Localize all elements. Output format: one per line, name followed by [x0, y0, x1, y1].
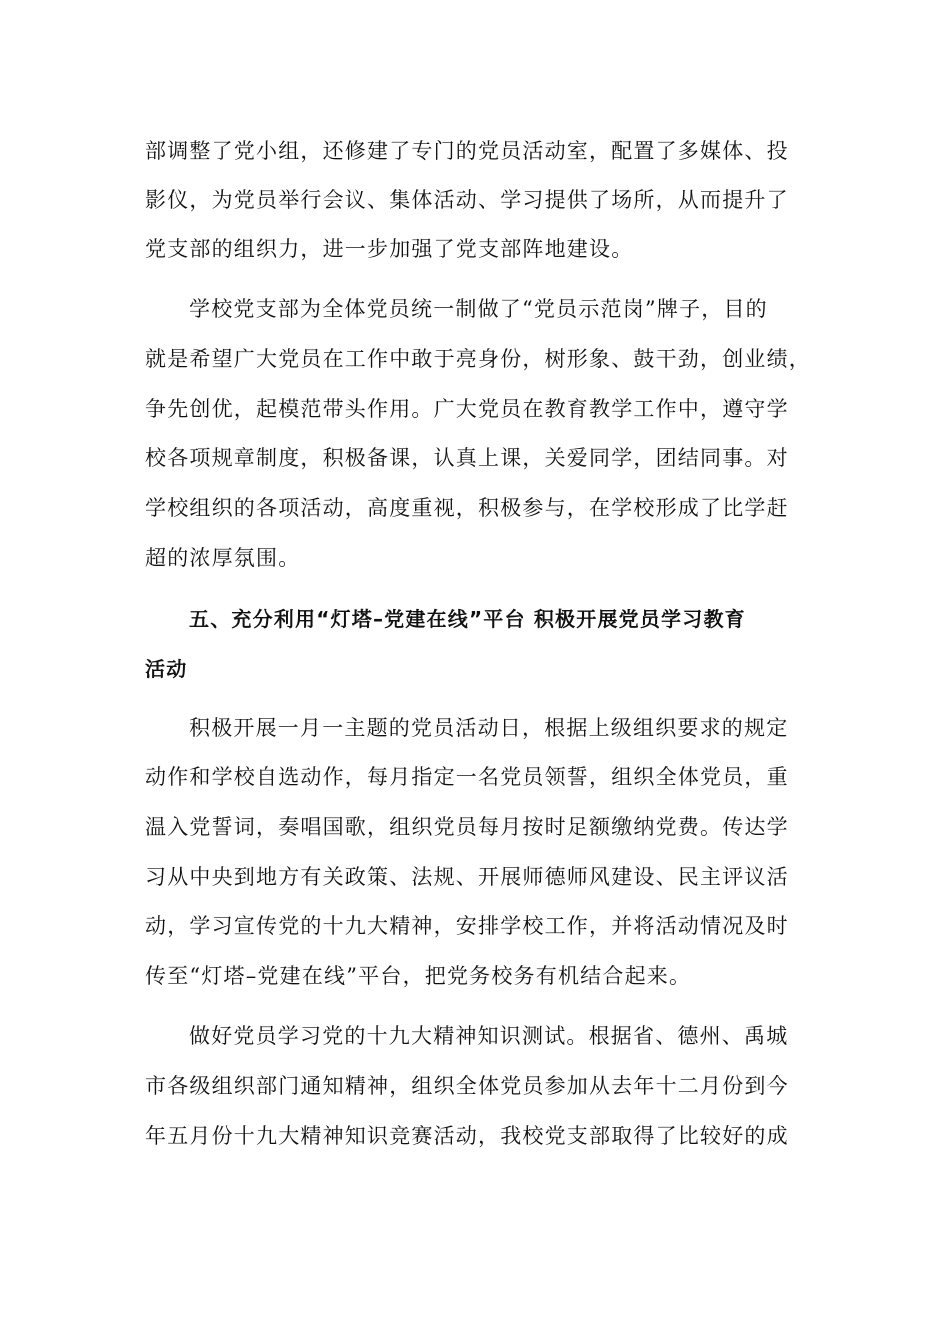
- paragraph-4-line-1: 做好党员学习党的十九大精神知识测试。根据省、德州、禹城: [189, 1024, 789, 1048]
- paragraph-1-line-2: 影仪，为党员举行会议、集体活动、学习提供了场所，从而提升了: [145, 188, 789, 212]
- section-heading-line-1: 五、充分利用“灯塔–党建在线”平台 积极开展党员学习教育: [189, 607, 746, 631]
- paragraph-2-line-6: 超的浓厚氛围。: [145, 546, 301, 570]
- paragraph-3-line-5: 动，学习宣传党的十九大精神，安排学校工作，并将活动情况及时: [145, 914, 789, 938]
- paragraph-2-line-1: 学校党支部为全体党员统一制做了“党员示范岗”牌子，目的: [189, 297, 768, 321]
- paragraph-4-line-3: 年五月份十九大精神知识竞赛活动，我校党支部取得了比较好的成: [145, 1124, 789, 1148]
- paragraph-3-line-2: 动作和学校自选动作，每月指定一名党员领誓，组织全体党员，重: [145, 765, 789, 789]
- paragraph-2-line-3: 争先创优，起模范带头作用。广大党员在教育教学工作中，遵守学: [145, 397, 789, 421]
- paragraph-3-line-3: 温入党誓词，奏唱国歌，组织党员每月按时足额缴纳党费。传达学: [145, 815, 789, 839]
- paragraph-1-line-3: 党支部的组织力，进一步加强了党支部阵地建设。: [145, 237, 634, 261]
- paragraph-1-line-1: 部调整了党小组，还修建了专门的党员活动室，配置了多媒体、投: [145, 139, 789, 163]
- paragraph-2-line-4: 校各项规章制度，积极备课，认真上课，关爱同学，团结同事。对: [145, 446, 789, 470]
- paragraph-3-line-6: 传至“灯塔–党建在线”平台，把党务校务有机结合起来。: [145, 964, 692, 988]
- paragraph-2-line-2: 就是希望广大党员在工作中敢于亮身份，树形象、鼓干劲，创业绩，: [145, 347, 811, 371]
- paragraph-4-line-2: 市各级组织部门通知精神，组织全体党员参加从去年十二月份到今: [145, 1074, 789, 1098]
- paragraph-3-line-1: 积极开展一月一主题的党员活动日，根据上级组织要求的规定: [189, 716, 789, 740]
- paragraph-3-line-4: 习从中央到地方有关政策、法规、开展师德师风建设、民主评议活: [145, 865, 789, 889]
- paragraph-2-line-5: 学校组织的各项活动，高度重视，积极参与，在学校形成了比学赶: [145, 496, 789, 520]
- section-heading-line-2: 活动: [145, 657, 188, 681]
